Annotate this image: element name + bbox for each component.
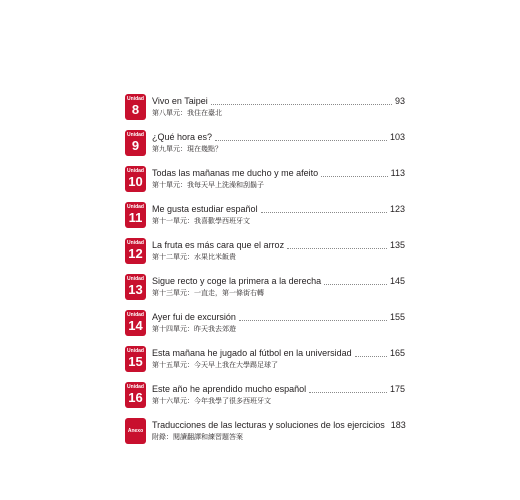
entry-title: La fruta es más cara que el arroz [152, 240, 285, 250]
dot-leader [215, 140, 387, 141]
entry-subtitle: 第十四單元：昨天我去郊遊 [152, 326, 236, 333]
anexo-label: Anexo [127, 428, 144, 434]
unit-number: 9 [131, 138, 140, 153]
dot-leader [309, 392, 387, 393]
entry-subtitle: 第十五單元：今天早上我在大學踢足球了 [152, 362, 278, 369]
dot-leader [287, 248, 387, 249]
unit-number: 14 [128, 318, 143, 333]
entry-subtitle: 第十一單元：我喜歡學西班牙文 [152, 218, 250, 225]
unit-label: Unidad [127, 384, 144, 390]
page-number: 103 [389, 132, 405, 142]
unit-label: Unidad [127, 276, 144, 282]
entry-subtitle: 第十單元：我每天早上洗澡和刮鬍子 [152, 182, 264, 189]
page-number: 155 [389, 312, 405, 322]
dot-leader [239, 320, 387, 321]
toc-entry-unit-16[interactable] [125, 382, 405, 418]
entry-subtitle: 第九單元：現在幾點？ [152, 146, 222, 153]
entry-title: ¿Qué hora es? [152, 132, 213, 142]
page-number: 123 [389, 204, 405, 214]
entry-title: Sigue recto y coge la primera a la derecha [152, 276, 322, 286]
unit-badge [125, 274, 146, 300]
entry-subtitle: 第十六單元：今年我學了很多西班牙文 [152, 398, 271, 405]
unit-badge [125, 94, 146, 120]
unit-number: 12 [128, 246, 143, 261]
dot-leader [324, 284, 387, 285]
toc-entry-unit-10[interactable] [125, 166, 405, 202]
unit-number: 15 [128, 354, 143, 369]
entry-title: Me gusta estudiar español [152, 204, 258, 214]
unit-label: Unidad [127, 240, 144, 246]
entry-subtitle: 第八單元：我住在臺北 [152, 110, 222, 117]
entry-title: Vivo en Taipei [152, 96, 208, 106]
unit-badge [125, 310, 146, 336]
toc-entry-unit-12[interactable] [125, 238, 405, 274]
entry-subtitle: 附錄：閱讀翻譯和練習題答案 [152, 434, 243, 441]
dot-leader [355, 356, 387, 357]
page-number: 135 [389, 240, 405, 250]
entry-title: Traducciones de las lecturas y soluciones de los ejercicios [152, 420, 385, 430]
entry-subtitle: 第十三單元：一直走，第一條街右轉 [152, 290, 264, 297]
title-line [152, 131, 405, 143]
unit-number: 13 [128, 282, 143, 297]
title-line [152, 95, 405, 107]
unit-label: Unidad [127, 132, 144, 138]
dot-leader [261, 212, 387, 213]
unit-badge [125, 166, 146, 192]
toc-entry-unit-8[interactable] [125, 94, 405, 130]
entry-title: Ayer fui de excursión [152, 312, 236, 322]
toc-entry-unit-15[interactable] [125, 346, 405, 382]
unit-badge [125, 382, 146, 408]
title-line [152, 419, 405, 431]
page-number: 175 [389, 384, 405, 394]
unit-label: Unidad [127, 348, 144, 354]
entry-subtitle: 第十二單元：水果比米飯貴 [152, 254, 236, 261]
title-line [152, 239, 405, 251]
unit-badge [125, 346, 146, 372]
table-of-contents [125, 94, 405, 454]
toc-entry-unit-11[interactable] [125, 202, 405, 238]
title-line [152, 275, 405, 287]
anexo-badge [125, 418, 146, 444]
page-number: 113 [390, 168, 405, 178]
toc-entry-unit-14[interactable] [125, 310, 405, 346]
title-line [152, 383, 405, 395]
title-line [152, 203, 405, 215]
dot-leader [321, 176, 388, 177]
unit-number: 8 [131, 102, 140, 117]
toc-entry-anexo[interactable] [125, 418, 405, 454]
unit-number: 10 [128, 174, 143, 189]
unit-label: Unidad [127, 312, 144, 318]
toc-entry-unit-9[interactable] [125, 130, 405, 166]
unit-number: 16 [128, 390, 143, 405]
entry-title: Esta mañana he jugado al fútbol en la universidad [152, 348, 352, 358]
title-line [152, 311, 405, 323]
unit-label: Unidad [127, 96, 144, 102]
entry-title: Todas las mañanas me ducho y me afeito [152, 168, 319, 178]
title-line [152, 347, 405, 359]
unit-badge [125, 130, 146, 156]
unit-label: Unidad [127, 168, 144, 174]
entry-title: Este año he aprendido mucho español [152, 384, 307, 394]
unit-label: Unidad [127, 204, 144, 210]
page-number: 145 [389, 276, 405, 286]
toc-entry-unit-13[interactable] [125, 274, 405, 310]
page-number: 93 [394, 96, 405, 106]
page-number: 165 [389, 348, 405, 358]
unit-badge [125, 238, 146, 264]
page-number: 183 [390, 420, 406, 430]
unit-number: 11 [128, 210, 143, 225]
unit-badge [125, 202, 146, 228]
dot-leader [211, 104, 392, 105]
title-line [152, 167, 405, 179]
